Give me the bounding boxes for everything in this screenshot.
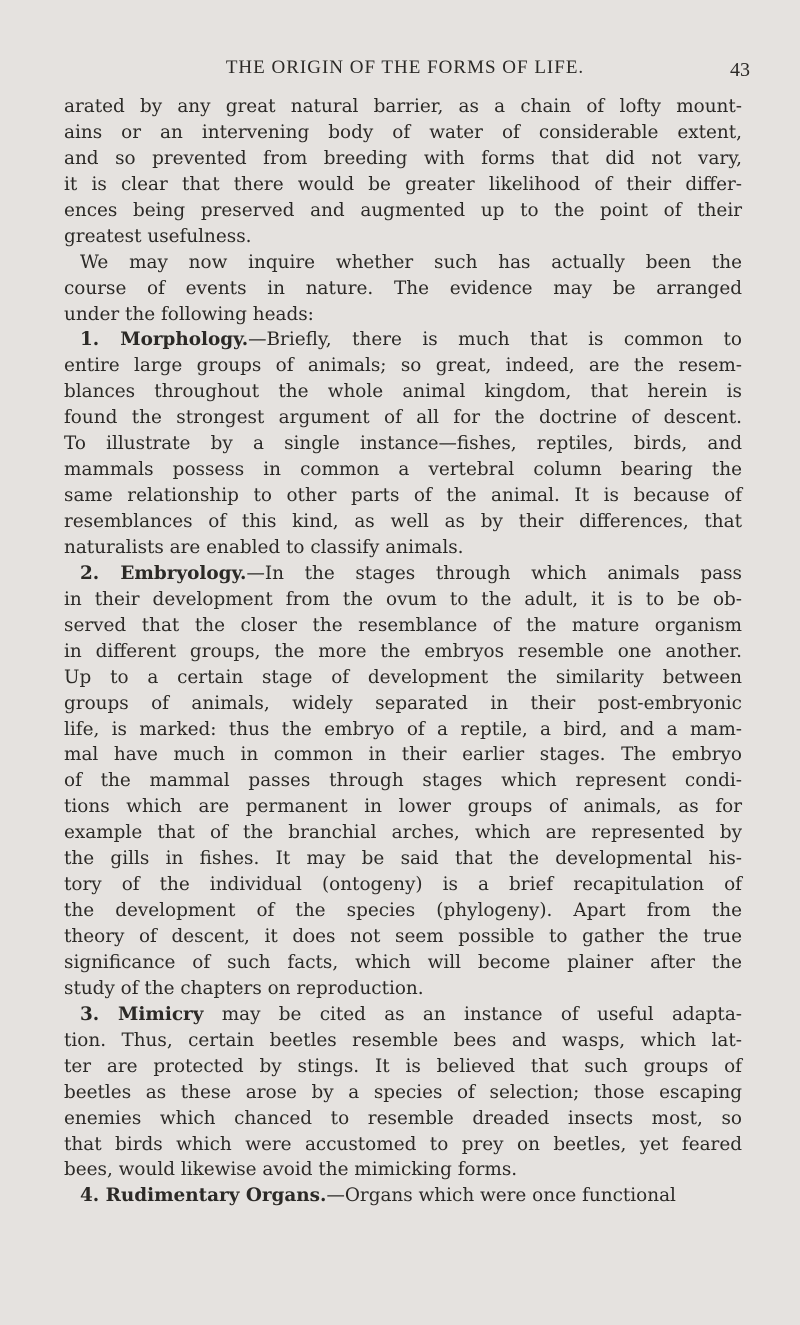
line-text: may be cited as an instance of useful adapta- bbox=[203, 1003, 742, 1025]
line-text: that birds which were accustomed to prey on beetles, yet feared bbox=[64, 1133, 742, 1155]
line-text: —In the stages through which animals pass bbox=[246, 562, 742, 584]
text-line bbox=[64, 587, 742, 613]
section-heading: 1. Morphology. bbox=[80, 329, 249, 351]
line-text: it is clear that there would be greater likelihood of their differ- bbox=[64, 173, 742, 195]
text-line bbox=[64, 665, 742, 691]
text-line bbox=[64, 431, 742, 457]
line-text: naturalists are enabled to classify animals. bbox=[64, 536, 464, 558]
body-text bbox=[64, 94, 742, 1209]
page-number: 43 bbox=[730, 59, 750, 81]
line-text: mammals possess in common a vertebral column bearing the bbox=[64, 459, 742, 481]
line-text: ter are protected by stings. It is believed that such groups of bbox=[64, 1055, 742, 1077]
text-line bbox=[64, 509, 742, 535]
line-text: the development of the species (phylogeny). Apart from the bbox=[64, 900, 742, 922]
text-line bbox=[64, 94, 742, 120]
text-line bbox=[64, 1157, 742, 1183]
line-text: enemies which chanced to resemble dreaded insects most, so bbox=[64, 1107, 742, 1129]
line-text: beetles as these arose by a species of selection; those escaping bbox=[64, 1081, 742, 1103]
text-line bbox=[64, 1002, 742, 1028]
text-line bbox=[64, 950, 742, 976]
text-line bbox=[64, 1080, 742, 1106]
text-line bbox=[64, 302, 742, 328]
text-line bbox=[64, 846, 742, 872]
line-text: and so prevented from breeding with forms that did not vary, bbox=[64, 147, 742, 169]
line-text: resemblances of this kind, as well as by their differences, that bbox=[64, 511, 742, 532]
text-line bbox=[64, 924, 742, 950]
text-line bbox=[64, 1028, 742, 1054]
text-line bbox=[64, 768, 742, 794]
text-line bbox=[64, 457, 742, 483]
line-text: ences being preserved and augmented up to the point of their bbox=[64, 199, 742, 221]
line-text: blances throughout the whole animal kingdom, that herein is bbox=[64, 381, 742, 403]
line-text: —Organs which were once functional bbox=[326, 1185, 676, 1207]
text-line bbox=[64, 405, 742, 431]
line-text: same relationship to other parts of the animal. It is because of bbox=[64, 485, 742, 507]
line-text: study of the chapters on reproduction. bbox=[64, 977, 424, 999]
line-text: in their development from the ovum to the adult, it is to be ob- bbox=[64, 588, 742, 610]
text-line bbox=[64, 353, 742, 379]
line-text: served that the closer the resemblance of the mature organism bbox=[64, 614, 742, 636]
text-line bbox=[64, 561, 742, 587]
line-text: in different groups, the more the embryos resemble one another. bbox=[64, 640, 742, 662]
text-line bbox=[64, 1054, 742, 1080]
text-line bbox=[64, 717, 742, 743]
running-head: THE ORIGIN OF THE FORMS OF LIFE. bbox=[225, 57, 585, 78]
text-line bbox=[64, 535, 742, 561]
text-line bbox=[64, 1183, 742, 1209]
text-line bbox=[64, 976, 742, 1002]
line-text: tion. Thus, certain beetles resemble bees and wasps, which lat- bbox=[64, 1029, 742, 1051]
line-text: arated by any great natural barrier, as a chain of lofty mount- bbox=[64, 96, 742, 117]
line-text: Up to a certain stage of development the similarity between bbox=[64, 666, 742, 688]
line-text: entire large groups of animals; so great, indeed, are the resem- bbox=[64, 355, 742, 377]
text-line bbox=[64, 898, 742, 924]
section-heading: 4. Rudimentary Organs. bbox=[80, 1185, 327, 1207]
text-line bbox=[64, 820, 742, 846]
text-line bbox=[64, 224, 742, 250]
line-text: found the strongest argument of all for the doctrine of descent. bbox=[64, 407, 742, 429]
text-line bbox=[64, 794, 742, 820]
line-text: the gills in fishes. It may be said that the developmental his- bbox=[64, 848, 742, 870]
text-line bbox=[64, 742, 742, 768]
line-text: bees, would likewise avoid the mimicking forms. bbox=[64, 1159, 518, 1181]
line-text: tory of the individual (ontogeny) is a brief recapitulation of bbox=[64, 874, 742, 896]
text-line bbox=[64, 379, 742, 405]
line-text: ains or an intervening body of water of considerable extent, bbox=[64, 121, 742, 143]
page-header bbox=[60, 55, 750, 81]
line-text: of the mammal passes through stages which represent condi- bbox=[64, 770, 742, 792]
line-text: theory of descent, it does not seem possible to gather the true bbox=[64, 926, 742, 947]
line-text: —Briefly, there is much that is common to bbox=[248, 329, 742, 351]
text-line bbox=[64, 483, 742, 509]
text-line bbox=[64, 120, 742, 146]
text-line bbox=[64, 639, 742, 665]
text-line bbox=[64, 1106, 742, 1132]
line-text: We may now inquire whether such has actually been the bbox=[80, 251, 742, 273]
text-line bbox=[64, 198, 742, 224]
text-line bbox=[64, 1132, 742, 1158]
line-text: tions which are permanent in lower groups of animals, as for bbox=[64, 796, 742, 818]
section-heading: 2. Embryology. bbox=[80, 562, 247, 584]
line-text: significance of such facts, which will become plainer after the bbox=[64, 951, 742, 973]
line-text: mal have much in common in their earlier stages. The embryo bbox=[64, 744, 742, 766]
line-text: To illustrate by a single instance—fishes, reptiles, birds, and bbox=[64, 433, 742, 455]
text-line bbox=[64, 276, 742, 302]
section-heading: 3. Mimicry bbox=[80, 1003, 204, 1025]
line-text: life, is marked: thus the embryo of a reptile, a bird, and a mam- bbox=[64, 718, 742, 740]
line-text: greatest usefulness. bbox=[64, 225, 252, 247]
line-text: groups of animals, widely separated in their post-embryonic bbox=[64, 692, 742, 714]
text-line bbox=[64, 146, 742, 172]
text-line bbox=[64, 327, 742, 353]
line-text: under the following heads: bbox=[64, 303, 314, 325]
line-text: course of events in nature. The evidence may be arranged bbox=[64, 277, 742, 299]
text-line bbox=[64, 872, 742, 898]
text-line bbox=[64, 250, 742, 276]
text-line bbox=[64, 691, 742, 717]
line-text: example that of the branchial arches, which are represented by bbox=[64, 822, 742, 844]
text-line bbox=[64, 613, 742, 639]
text-line bbox=[64, 172, 742, 198]
